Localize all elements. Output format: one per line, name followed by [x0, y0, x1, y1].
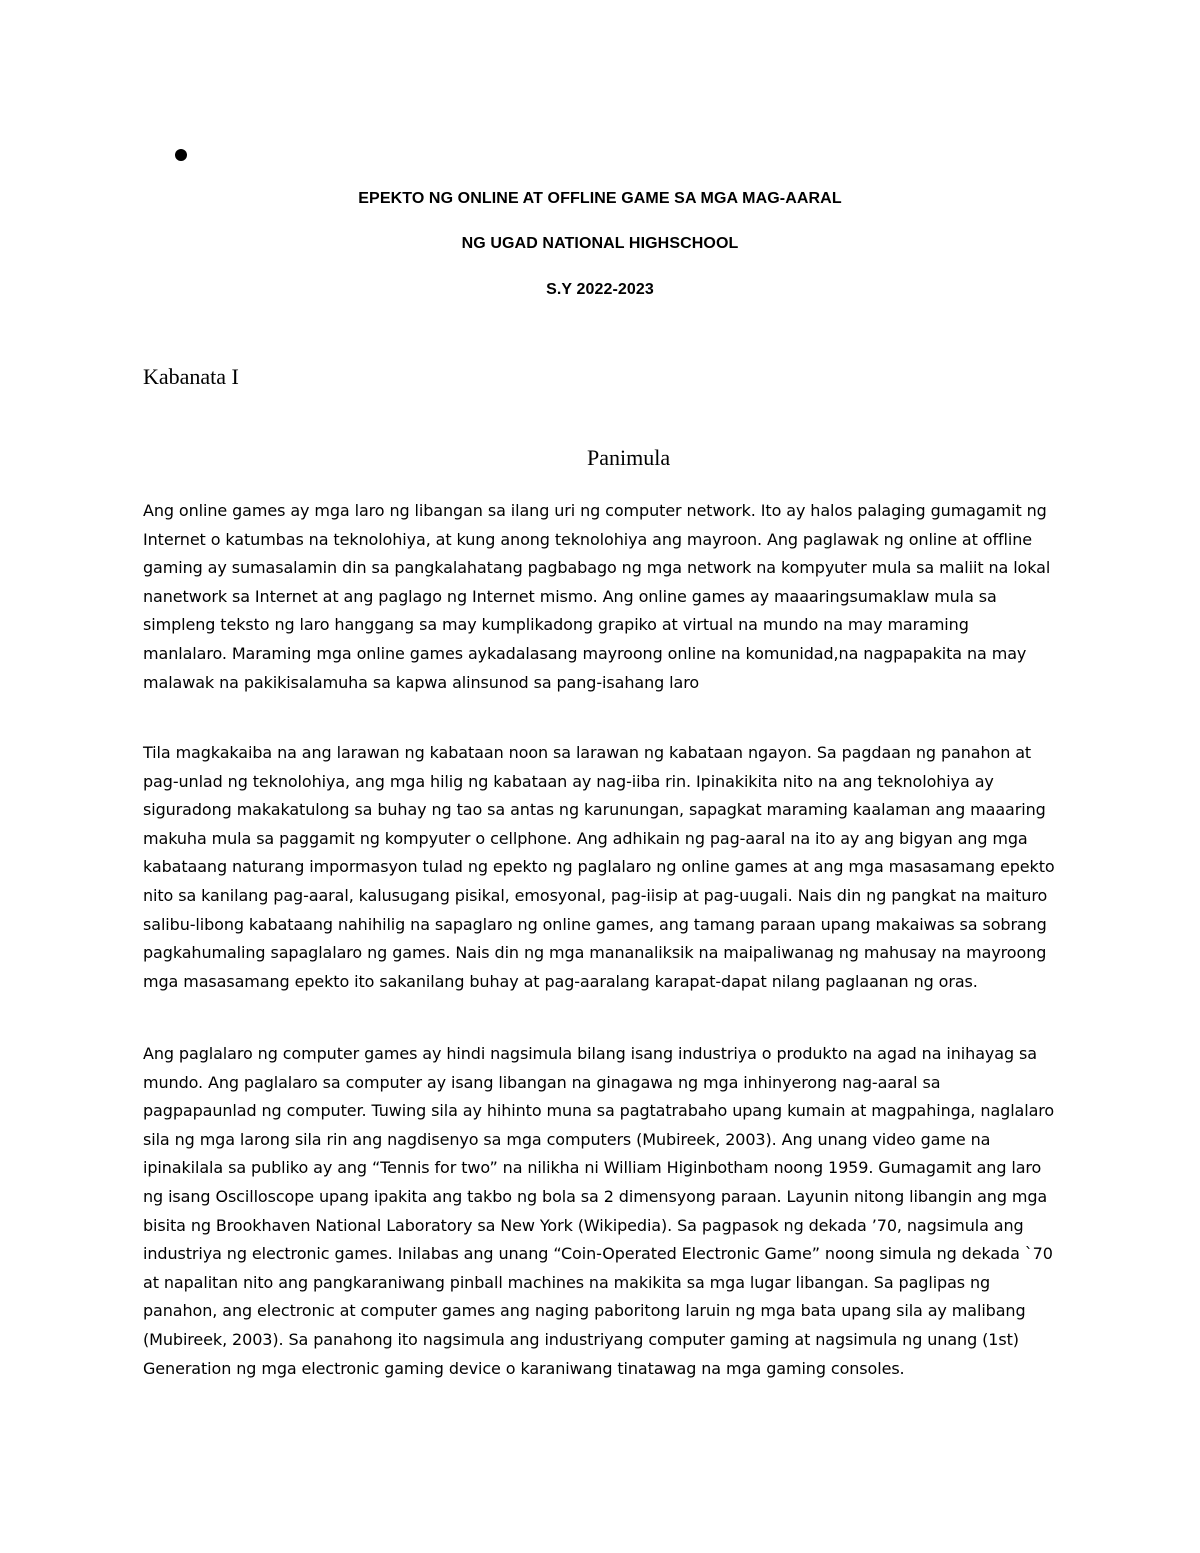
document-title-line-1: EPEKTO NG ONLINE AT OFFLINE GAME SA MGA MAG-AARAL: [358, 190, 842, 207]
paragraph-1: Ang online games ay mga laro ng libangan sa ilang uri ng computer network. Ito ay halos palaging gumagamit ng Internet o katumbas na teknolohiya, at kung anong teknolohiya ang mayroon. Ang paglawak ng online at offline gaming ay sumasalamin din sa pangkalahatang pagbabago ng mga network na kompyuter mula sa maliit na lokal nanetwork sa Internet at ang paglago ng Internet mismo. Ang online games ay maaaringsumaklaw mula sa simpleng teksto ng laro hanggang sa may kumplikadong grapiko at virtual na mundo na may maraming manlalaro. Maraming mga online games aykadalasang mayroong online na komunidad,na nagpapakita na may malawak na pakikisalamuha sa kapwa alinsunod sa pang-isahang laro: [143, 501, 1051, 692]
document-title-line-2: NG UGAD NATIONAL HIGHSCHOOL: [461, 235, 739, 252]
bullet-icon: [175, 149, 187, 161]
chapter-heading: Kabanata I: [143, 364, 239, 389]
paragraph-3: Ang paglalaro ng computer games ay hindi nagsimula bilang isang industriya o produkto na agad na inihayag sa mundo. Ang paglalaro sa computer ay isang libangan na ginagawa ng mga inhinyerong nag-aaral sa pagpapaunlad ng computer. Tuwing sila ay hihinto muna sa pagtatrabaho upang kumain at magpahinga, naglalaro sila ng mga larong sila rin ang nagdisenyo sa mga computers (Mubireek, 2003). Ang unang video game na ipinakilala sa publiko ay ang “Tennis for two” na nilikha ni William Higinbotham noong 1959. Gumagamit ang laro ng isang Oscilloscope upang ipakita ang takbo ng bola sa 2 dimensyong paraan. Layunin nitong libangin ang mga bisita ng Brookhaven National Laboratory sa New York (Wikipedia). Sa pagpasok ng dekada ’70, nagsimula ang industriya ng electronic games. Inilabas ang unang “Coin-Operated Electronic Game” noong simula ng dekada `70 at napalitan nito ang pangkaraniwang pinball machines na makikita sa mga lugar libangan. Sa paglipas ng panahon, ang electronic at computer games ang naging paboritong laruin ng mga bata upang sila ay malibang (Mubireek, 2003). Sa panahong ito nagsimula ang industriyang computer gaming at nagsimula ng unang (1st) Generation ng mga electronic gaming device o karaniwang tinatawag na mga gaming consoles.: [143, 1044, 1055, 1378]
paragraph-2: Tila magkakaiba na ang larawan ng kabataan noon sa larawan ng kabataan ngayon. Sa pagdaan ng panahon at pag-unlad ng teknolohiya, ang mga hilig ng kabataan ay nag-iiba rin. Ipinakikita nito na ang teknolohiya ay siguradong makakatulong sa buhay ng tao sa antas ng karunungan, sapagkat maraming kaalaman ang maaaring makuha mula sa paggamit ng kompyuter o cellphone. Ang adhikain ng pag-aaral na ito ay ang bigyan ang mga kabataang naturang impormasyon tulad ng epekto ng paglalaro ng online games at ang mga masasamang epekto nito sa kanilang pag-aaral, kalusugang pisikal, emosyonal, pag-iisip at pag-uugali. Nais din ng pangkat na maituro salibu-libong kabataang nahihilig na sapaglaro ng online games, ang tamang paraan upang makaiwas sa sobrang pagkahumaling sapaglalaro ng games. Nais din ng mga mananaliksik na maipaliwanag ng mahusay na mayroong mga masasamang epekto ito sakanilang buhay at pag-aaralang karapat-dapat nilang paglaanan ng oras.: [143, 743, 1055, 991]
document-title-line-3: S.Y 2022-2023: [546, 281, 654, 298]
section-heading: Panimula: [587, 445, 671, 470]
